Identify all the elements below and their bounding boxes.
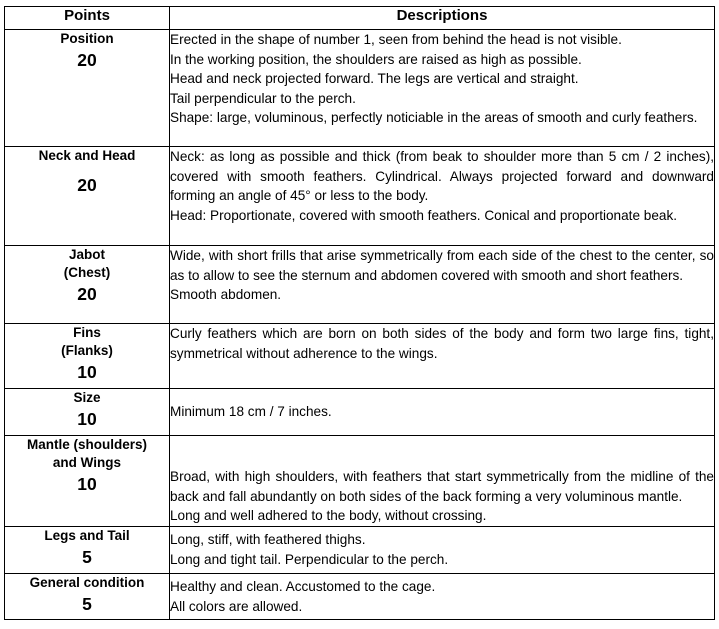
description-line: Tail perpendicular to the perch.: [170, 90, 356, 106]
point-score: 10: [77, 474, 97, 494]
point-score: 10: [77, 409, 97, 429]
description-line: Smooth abdomen.: [170, 287, 282, 303]
description-cell: [170, 436, 715, 527]
description-line: Broad, with high shoulders, with feathers that start symmetrically from the midline of the back and fall abundantly on both sides of the back forming a very voluminous mantle.: [170, 469, 714, 504]
points-column-header: Points: [5, 7, 170, 30]
description-line: Neck: as long as possible and thick (from beak to shoulder more than 5 cm / 2 inches), covered with smooth feathers. Cylindrical. Always projected forward and downward forming an angle of 45° or less to the body.: [170, 149, 714, 204]
description-cell: [170, 147, 715, 246]
point-score: 20: [77, 50, 97, 70]
point-score: 5: [82, 594, 92, 614]
description-line: Head and neck projected forward. The legs are vertical and straight.: [170, 71, 579, 87]
point-score: 20: [77, 284, 97, 304]
description-line: Head: Proportionate, covered with smooth feathers. Conical and proportionate beak.: [170, 207, 678, 223]
table-row-legs-and-tail: [5, 527, 715, 574]
points-table: [4, 6, 715, 620]
point-name: Fins: [73, 325, 101, 340]
point-name: Neck and Head: [38, 148, 136, 163]
table-row-position: [5, 30, 715, 147]
table-row-general-condition: [5, 574, 715, 620]
point-cell: [5, 436, 170, 527]
description-cell: [170, 30, 715, 147]
description-line: Long and tight tail. Perpendicular to the perch.: [170, 552, 449, 567]
description-line: Minimum 18 cm / 7 inches.: [170, 404, 332, 420]
point-name-subtitle: (Flanks): [61, 343, 113, 358]
point-name: Legs and Tail: [44, 528, 130, 543]
descriptions-column-header: Descriptions: [170, 7, 715, 30]
point-name: General condition: [29, 575, 145, 590]
table-row-mantle-and-wings: [5, 436, 715, 527]
table-header-row: [5, 7, 715, 30]
point-cell: [5, 527, 170, 574]
description-line: Curly feathers which are born on both sides of the body and form two large fins, tight, symmetrical without adherence to the wings.: [170, 326, 714, 361]
description-cell: [170, 527, 715, 574]
point-cell: [5, 30, 170, 147]
point-score: 10: [77, 362, 97, 382]
point-name: Mantle (shoulders): [26, 437, 147, 452]
table-row-jabot: [5, 246, 715, 324]
point-name: Size: [73, 390, 101, 405]
table-row-neck-and-head: [5, 147, 715, 246]
table-row-size: [5, 389, 715, 436]
table-row-fins: [5, 324, 715, 389]
point-name: Position: [60, 31, 114, 46]
point-name-subtitle: and Wings: [52, 455, 122, 470]
point-cell: [5, 324, 170, 389]
description-cell: [170, 574, 715, 620]
point-cell: [5, 246, 170, 324]
description-line: Healthy and clean. Accustomed to the cage.: [170, 578, 436, 594]
point-cell: [5, 574, 170, 620]
point-name-subtitle: (Chest): [63, 265, 111, 280]
description-line: Long, stiff, with feathered thighs.: [170, 532, 366, 548]
point-name: Jabot: [68, 247, 105, 262]
description-line: In the working position, the shoulders are raised as high as possible.: [170, 51, 582, 67]
description-line: Erected in the shape of number 1, seen from behind the head is not visible.: [170, 32, 622, 47]
description-line: Wide, with short frills that arise symmetrically from each side of the chest to the center, so as to allow to see the sternum and abdomen covered with smooth and short feathers.: [170, 248, 714, 283]
description-line: Long and well adhered to the body, without crossing.: [170, 508, 487, 524]
description-cell: [170, 324, 715, 389]
description-cell: [170, 246, 715, 324]
description-line: All colors are allowed.: [170, 598, 303, 614]
point-cell: [5, 147, 170, 246]
point-score: 20: [77, 175, 97, 195]
point-score: 5: [82, 547, 92, 567]
description-cell: [170, 389, 715, 436]
point-cell: [5, 389, 170, 436]
description-line: Shape: large, voluminous, perfectly noticiable in the areas of smooth and curly feathers.: [170, 110, 698, 126]
